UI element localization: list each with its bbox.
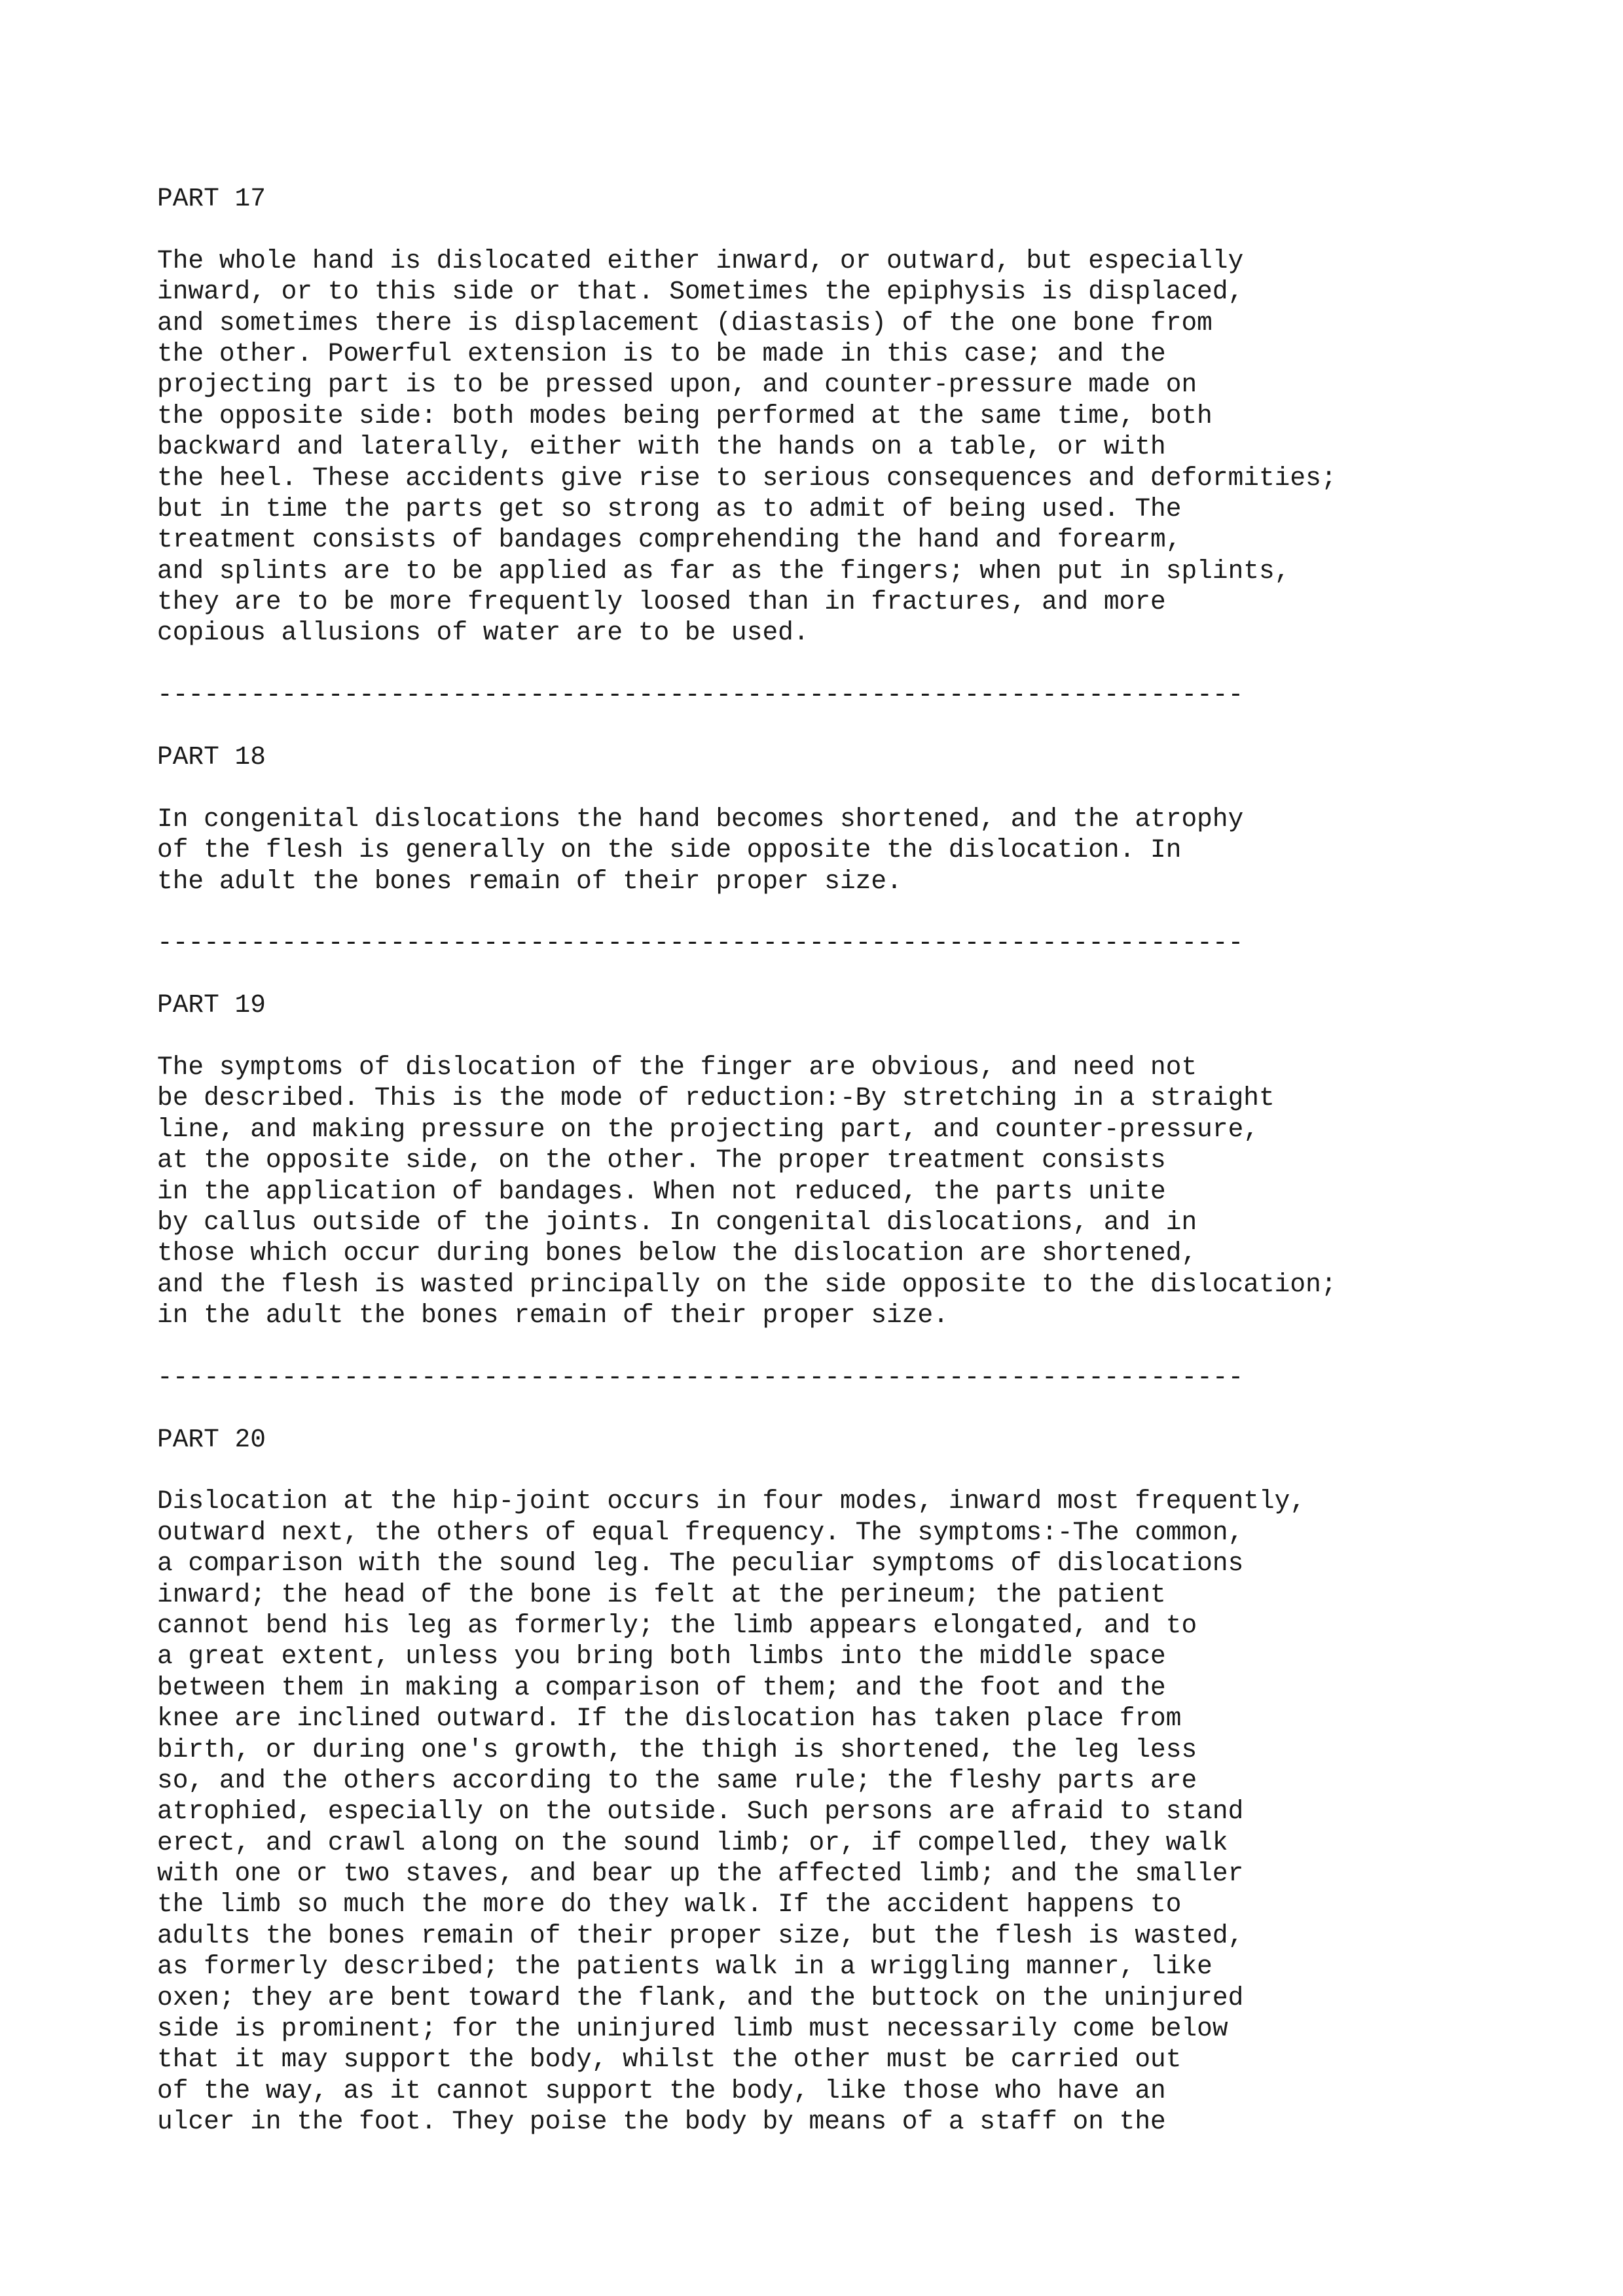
section-heading: PART 17 — [157, 184, 266, 213]
section-part-18 — [157, 742, 1597, 897]
text-line: and sometimes there is displacement (diastasis) of the one bone from — [157, 308, 1213, 338]
text-line: be described. This is the mode of reduction:-By stretching in a straight — [157, 1083, 1275, 1113]
text-line: the opposite side: both modes being performed at the same time, both — [157, 401, 1213, 431]
text-line: adults the bones remain of their proper size, but the flesh is wasted, — [157, 1920, 1244, 1950]
text-line: outward next, the others of equal frequency. The symptoms:-The common, — [157, 1517, 1244, 1547]
text-line: a great extent, unless you bring both limbs into the middle space — [157, 1641, 1166, 1672]
text-line: with one or two staves, and bear up the affected limb; and the smaller — [157, 1859, 1244, 1889]
text-line: that it may support the body, whilst the other must be carried out — [157, 2045, 1182, 2075]
section-part-19 — [157, 990, 1597, 1331]
text-line: projecting part is to be pressed upon, and counter-pressure made on — [157, 370, 1197, 400]
text-line: at the opposite side, on the other. The proper treatment consists — [157, 1145, 1166, 1175]
blank-line — [157, 649, 1597, 679]
text-line: so, and the others according to the same rule; the fleshy parts are — [157, 1765, 1197, 1795]
text-line: the limb so much the more do they walk. If the accident happens to — [157, 1890, 1182, 1920]
text-line: the adult the bones remain of their proper size. — [157, 866, 902, 896]
section-heading: PART 19 — [157, 990, 266, 1020]
text-line: In congenital dislocations the hand becomes shortened, and the atrophy — [157, 804, 1244, 834]
text-line: knee are inclined outward. If the dislocation has taken place from — [157, 1704, 1182, 1734]
text-line: The whole hand is dislocated either inward, or outward, but especially — [157, 245, 1244, 276]
text-line: birth, or during one's growth, the thigh is shortened, the leg less — [157, 1734, 1197, 1765]
text-line: they are to be more frequently loosed than in fractures, and more — [157, 587, 1166, 617]
text-line: side is prominent; for the uninjured limb must necessarily come below — [157, 2014, 1228, 2044]
section-heading: PART 20 — [157, 1424, 266, 1454]
text-line: Dislocation at the hip-joint occurs in four modes, inward most frequently, — [157, 1486, 1306, 1516]
section-divider: ---------------------------------------------------------------------- — [157, 1362, 1244, 1392]
text-line: between them in making a comparison of them; and the foot and the — [157, 1672, 1166, 1702]
text-line: line, and making pressure on the projecting part, and counter-pressure, — [157, 1114, 1259, 1144]
section-divider: ---------------------------------------------------------------------- — [157, 928, 1244, 958]
text-line: oxen; they are bent toward the flank, and the buttock on the uninjured — [157, 1982, 1244, 2013]
blank-line — [157, 1331, 1597, 1361]
text-line: atrophied, especially on the outside. Such persons are afraid to stand — [157, 1797, 1244, 1827]
section-part-17 — [157, 183, 1597, 649]
text-line: as formerly described; the patients walk in a wriggling manner, like — [157, 1952, 1213, 1982]
section-divider: ---------------------------------------------------------------------- — [157, 680, 1244, 710]
text-line: and splints are to be applied as far as the fingers; when put in splints, — [157, 556, 1290, 586]
text-line: the heel. These accidents give rise to serious consequences and deformities; — [157, 463, 1337, 493]
blank-line — [157, 1393, 1597, 1424]
text-line: but in time the parts get so strong as to admit of being used. The — [157, 493, 1182, 524]
text-line: the other. Powerful extension is to be made in this case; and the — [157, 338, 1166, 368]
text-line: in the application of bandages. When not reduced, the parts unite — [157, 1176, 1166, 1206]
blank-line — [157, 772, 1597, 803]
text-line: The symptoms of dislocation of the finger are obvious, and need not — [157, 1052, 1197, 1082]
text-line: inward; the head of the bone is felt at the perineum; the patient — [157, 1579, 1166, 1609]
text-line: inward, or to this side or that. Sometimes the epiphysis is displaced, — [157, 277, 1244, 307]
blank-line — [157, 1455, 1597, 1486]
blank-line — [157, 897, 1597, 927]
text-line: copious allusions of water are to be used. — [157, 618, 809, 648]
text-line: cannot bend his leg as formerly; the limb appears elongated, and to — [157, 1610, 1197, 1640]
text-line: and the flesh is wasted principally on the side opposite to the dislocation; — [157, 1269, 1337, 1299]
text-line: of the way, as it cannot support the body, like those who have an — [157, 2075, 1166, 2106]
text-line: a comparison with the sound leg. The peculiar symptoms of dislocations — [157, 1549, 1244, 1579]
blank-line — [157, 711, 1597, 742]
blank-line — [157, 959, 1597, 990]
text-line: ulcer in the foot. They poise the body by means of a staff on the — [157, 2107, 1166, 2137]
text-line: in the adult the bones remain of their proper size. — [157, 1300, 949, 1331]
section-part-20 — [157, 1424, 1597, 2138]
text-line: those which occur during bones below the dislocation are shortened, — [157, 1238, 1197, 1268]
text-line: of the flesh is generally on the side opposite the dislocation. In — [157, 835, 1182, 865]
blank-line — [157, 214, 1597, 245]
text-line: by callus outside of the joints. In congenital dislocations, and in — [157, 1207, 1197, 1237]
section-heading: PART 18 — [157, 742, 266, 772]
blank-line — [157, 1021, 1597, 1052]
text-line: erect, and crawl along on the sound limb; or, if compelled, they walk — [157, 1827, 1228, 1857]
text-line: treatment consists of bandages comprehending the hand and forearm, — [157, 525, 1182, 555]
text-line: backward and laterally, either with the hands on a table, or with — [157, 432, 1166, 462]
document-page — [157, 183, 1597, 2138]
